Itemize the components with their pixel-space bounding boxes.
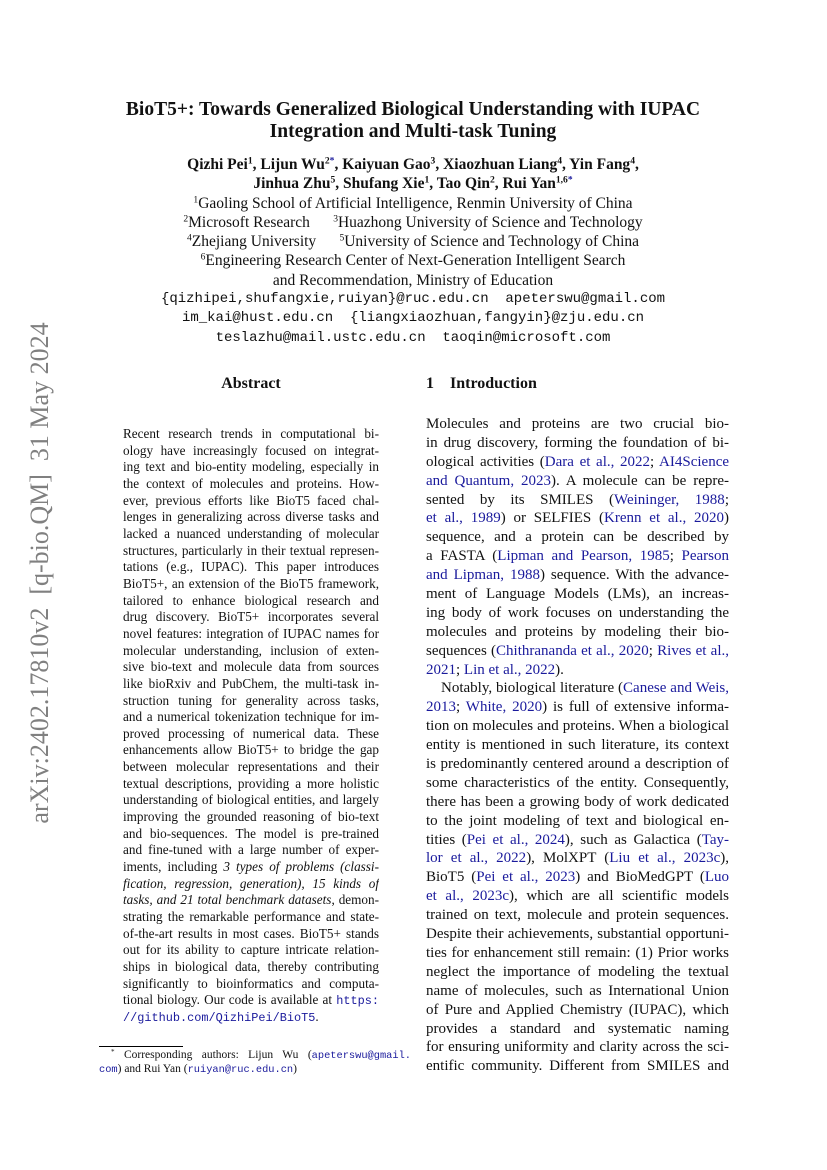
text-span: lacked a nuanced understanding of molecular [123, 525, 379, 541]
text-span: ), which are all scientific models [509, 888, 729, 905]
intro-line [426, 963, 729, 982]
text-span: Molecules and proteins are two crucial bio- [426, 416, 729, 432]
text-span: a FASTA ( [426, 548, 498, 565]
intro-line [426, 736, 729, 755]
url-link[interactable]: ruiyan@ruc.edu.cn [187, 1064, 294, 1076]
superscript-marker: 6 [200, 252, 206, 264]
abstract-line [123, 676, 379, 693]
text-span: sequence, and a protein can be described by [426, 529, 729, 546]
abstract-line [123, 926, 379, 943]
text-span: ) and BioMedGPT ( [575, 869, 705, 886]
abstract-line [123, 709, 379, 726]
superscript-marker: 2 [324, 155, 330, 167]
affiliation-line [97, 232, 729, 251]
text-span: textual descriptions, providing a more holistic [123, 775, 379, 791]
citation-link[interactable]: Lin et al., 2022 [463, 661, 556, 678]
text-span: ) [293, 1063, 297, 1075]
text-span: novel features: integration of IUPAC names for [123, 625, 379, 641]
citation-link[interactable]: 2013 [426, 699, 456, 716]
abstract-line [123, 659, 379, 676]
text-span: BioT5 ( [426, 869, 477, 886]
text-span: improving the grounded reasoning of bio-text [123, 809, 379, 825]
text-span: Huazhong University of Science and Technology [337, 213, 643, 231]
arxiv-identifier-stamp: arXiv:2402.17810v2 [q-bio.QM] 31 May 2024 [25, 322, 54, 824]
footnote [99, 1048, 411, 1076]
text-span: ; [724, 491, 729, 508]
affiliation-line [97, 213, 729, 232]
text-span: Engineering Research Center of Next-Generation Intelligent Search [205, 252, 626, 270]
intro-line [426, 585, 729, 604]
italic-text: 3 types of problems (classi- [223, 859, 379, 875]
text-span: and bio-sequences. The model is pre-trained [123, 825, 379, 841]
abstract-line [123, 992, 379, 1009]
citation-link[interactable]: Pearson [681, 548, 729, 565]
superscript-marker: 5 [330, 175, 336, 187]
intro-line [426, 812, 729, 831]
text-span: ). A molecule can be repre- [550, 472, 729, 489]
text-span: Gaoling School of Artificial Intelligence, Renmin University of China [198, 194, 633, 212]
text-span: structures, particularly in their textual represen- [123, 542, 379, 558]
abstract-line [123, 776, 379, 793]
citation-link[interactable]: White, 2020 [465, 699, 543, 716]
citation-link[interactable]: and Lipman, 1988 [426, 567, 540, 584]
intro-line [426, 661, 729, 680]
superscript-marker: 1 [193, 194, 199, 206]
citation-link[interactable]: et al., 1989 [426, 510, 501, 527]
abstract-line [123, 543, 379, 560]
footnote-marker-link[interactable]: * [567, 175, 573, 187]
text-span: enhancements allow BioT5+ to bridge the gap [123, 742, 379, 758]
abstract-line [123, 509, 379, 526]
intro-line [426, 982, 729, 1001]
citation-link[interactable]: Lipman and Pearson, 1985 [497, 548, 670, 565]
text-span: ties for enhancement still remain: (1) Prior works [426, 944, 729, 961]
paper-title [97, 99, 729, 143]
text-span: trained on text, molecule and protein sequences. [426, 907, 729, 924]
abstract-line [123, 842, 379, 859]
citation-link[interactable]: and Quantum, 2023 [426, 472, 551, 489]
text-span: tations (e.g., IUPAC). This paper introduces [123, 559, 379, 575]
url-link[interactable]: apeterswu@gmail. [311, 1050, 411, 1062]
introduction-body [426, 415, 729, 1076]
text-span: ; [456, 661, 464, 678]
text-span: the context of molecules and proteins. How- [123, 475, 379, 491]
text-span: sented by its SMILES ( [426, 491, 615, 508]
text-span: like bioRxiv and PubChem, the multi-task in- [123, 675, 379, 691]
text-span: Corresponding authors: Lijun Wu ( [114, 1049, 312, 1061]
text-span: , Xiaozhuan Liang [435, 156, 558, 173]
intro-line [426, 831, 729, 850]
intro-line [426, 793, 729, 812]
citation-link[interactable]: Rives et al., [657, 642, 729, 659]
intro-line [426, 1057, 729, 1076]
text-span: ology have increasingly focused on integrat- [123, 442, 379, 458]
abstract-line [123, 876, 379, 893]
text-span: is predominantly centered around a description of [426, 756, 729, 773]
email-line[interactable]: im_kai@hust.edu.cn {liangxiaozhuan,fangyin}@zju.edu.cn [181, 310, 645, 327]
author-line [97, 174, 729, 193]
abstract-line [123, 792, 379, 809]
text-span: some characteristics of the entity. Consequently, [426, 774, 729, 791]
abstract-line [123, 826, 379, 843]
footnote-rule [99, 1046, 183, 1047]
citation-link[interactable]: Pei et al., 2024 [466, 831, 565, 848]
text-span: out for its ability to capture intricate relation- [123, 942, 379, 958]
abstract-line [123, 643, 379, 660]
affiliation-line [97, 194, 729, 213]
email-line[interactable]: {qizhipei,shufangxie,ruiyan}@ruc.edu.cn apeterswu@gmail.com [160, 291, 666, 308]
intro-line [426, 679, 729, 698]
text-span: strating the remarkable performance and state- [123, 909, 379, 925]
text-span: and a numerical tokenization technique for im- [123, 709, 379, 725]
abstract-line [123, 726, 379, 743]
text-span: ships in biological data, thereby contributing [123, 959, 379, 974]
intro-line [426, 528, 729, 547]
text-span: Notably, biological literature ( [441, 680, 624, 697]
intro-line [426, 604, 729, 623]
title-line: Integration and Multi-task Tuning [269, 121, 557, 142]
affiliation-line [97, 271, 729, 290]
text-span: , [634, 156, 639, 173]
text-span: , demon- [331, 892, 379, 908]
text-span: of-the-art results in most cases. BioT5+ stands [123, 925, 379, 941]
text-span: ological activities ( [426, 453, 545, 470]
text-span: molecules and proteins by modeling their bio- [426, 623, 729, 640]
text-span: ing text and bio-entity modeling, especially in [123, 459, 379, 475]
abstract-line [123, 426, 379, 443]
intro-line [426, 906, 729, 925]
text-span: name of molecules, such as International Union [426, 982, 729, 999]
text-span: ) is full of extensive informa- [542, 699, 729, 716]
text-span: iments, including [123, 859, 224, 875]
footnote-line [99, 1062, 411, 1076]
abstract-line [123, 976, 379, 993]
intro-line [426, 717, 729, 736]
citation-link[interactable]: AI4Science [659, 453, 729, 470]
text-span: significantly to bioinformatics and computa- [123, 975, 379, 991]
citation-link[interactable]: Pei et al., 2023 [476, 869, 576, 886]
text-span: of Pure and Applied Chemistry (IUPAC), which [426, 1001, 729, 1018]
affiliation-line [97, 251, 729, 270]
text-span: neglect the importance of modeling the textual [426, 963, 729, 980]
citation-link[interactable]: Liu et al., 2023c [609, 850, 721, 867]
text-span: struction tuning for generality across tasks, [123, 692, 379, 708]
intro-line [426, 642, 729, 661]
text-span: in drug discovery, forming the foundation of bi- [426, 434, 729, 451]
text-span: ) [724, 510, 729, 527]
text-span: ) or SELFIES ( [500, 510, 605, 527]
author-line [97, 155, 729, 174]
footnote-line [99, 1048, 411, 1062]
text-span: ) sequence. With the advance- [539, 567, 729, 584]
abstract-line [123, 959, 379, 976]
abstract-line [123, 476, 379, 493]
text-span: tailored to enhance biological research and [123, 592, 379, 608]
footnote-marker-link[interactable]: * [329, 155, 335, 167]
intro-line [426, 434, 729, 453]
text-span: lenges in generalizing across diverse tasks and [123, 509, 379, 525]
text-span: Jinhua Zhu [253, 175, 331, 193]
abstract-line [123, 909, 379, 926]
text-span: for ensuring uniformity and clarity across the sci- [426, 1039, 729, 1056]
citation-link[interactable]: Luo [704, 869, 729, 886]
abstract-line [123, 526, 379, 543]
email-line[interactable]: teslazhu@mail.ustc.edu.cn taoqin@microsoft.com [215, 329, 611, 346]
citation-link[interactable]: Krenn et al., 2020 [604, 510, 724, 527]
text-span: Despite their achievements, substantial opportuni- [426, 926, 729, 943]
text-span: molecular understanding, inclusion of exten- [123, 642, 379, 658]
text-span: , Yin Fang [562, 156, 631, 173]
abstract-line [123, 626, 379, 643]
abstract-line [123, 559, 379, 576]
text-span: tional biology. Our code is available at [123, 992, 337, 1008]
superscript-marker: 3 [430, 155, 436, 167]
text-span: , Shufang Xie [335, 175, 425, 193]
citation-link[interactable]: et al., 2023c [426, 888, 510, 905]
citation-link[interactable]: 2021 [426, 661, 456, 678]
text-span: provides a standard and systematic naming [426, 1020, 729, 1037]
citation-link[interactable]: Chithrananda et al., 2020 [496, 642, 649, 659]
intro-line [426, 1001, 729, 1020]
superscript-marker: 4 [630, 155, 635, 167]
text-span: ; [669, 548, 682, 565]
abstract-line [123, 493, 379, 510]
text-span: Recent research trends in computational bi- [123, 426, 379, 441]
text-span: ) and Rui Yan ( [117, 1063, 188, 1075]
citation-link[interactable]: Dara et al., 2022 [544, 453, 651, 470]
superscript-marker: 2 [183, 213, 189, 225]
superscript-marker: 3 [333, 213, 338, 225]
text-span: ; [456, 699, 466, 716]
text-span: ; [648, 642, 658, 659]
intro-line [426, 944, 729, 963]
abstract-line [123, 459, 379, 476]
intro-line [426, 509, 729, 528]
text-span: between molecular representations and their [123, 759, 379, 775]
text-span: , Lijun Wu [252, 156, 325, 173]
superscript-marker: 4 [557, 155, 562, 167]
text-span: entity is mentioned in such literature, its context [426, 737, 729, 754]
text-span: . [315, 1008, 319, 1024]
text-span: ). [555, 661, 564, 678]
front-matter [97, 155, 729, 348]
intro-line [426, 849, 729, 868]
abstract-line [123, 892, 379, 909]
superscript-marker: 5 [339, 232, 345, 244]
text-span: proved processing of numerical data. These [123, 725, 379, 741]
text-span: ; [650, 453, 660, 470]
text-span: and fine-tuned with a large number of exper- [123, 842, 379, 858]
abstract-line [123, 809, 379, 826]
superscript-marker: 1,6 [555, 175, 568, 187]
text-span: sequences ( [426, 642, 497, 659]
text-span: drug discovery. BioT5+ incorporates several [123, 609, 379, 625]
intro-line [426, 774, 729, 793]
intro-line [426, 698, 729, 717]
title-line: BioT5+: Towards Generalized Biological Understanding with IUPAC [125, 99, 701, 120]
abstract-line [123, 693, 379, 710]
url-link[interactable]: //github.com/QizhiPei/BioT5 [123, 1010, 316, 1025]
superscript-marker: 1 [424, 175, 430, 187]
abstract-line [123, 443, 379, 460]
text-span: , Rui Yan [494, 175, 556, 193]
text-span: and Recommendation, Ministry of Education [272, 271, 554, 289]
superscript-marker: 2 [490, 175, 495, 187]
intro-line [426, 1020, 729, 1039]
abstract-line [123, 742, 379, 759]
abstract-line [123, 609, 379, 626]
abstract-line [123, 593, 379, 610]
intro-line [426, 415, 729, 434]
text-span: tion on molecules and proteins. When a biological [426, 718, 729, 735]
intro-line [426, 623, 729, 642]
intro-line [426, 491, 729, 510]
abstract-line [123, 1009, 379, 1026]
superscript-marker: 1 [247, 155, 253, 167]
text-span: University of Science and Technology of China [344, 233, 640, 251]
email-list [97, 290, 729, 348]
italic-text: tasks, and 21 total benchmark datasets [123, 892, 332, 908]
url-link[interactable]: https: [336, 994, 379, 1009]
text-span: to the joint modeling of text and biological en- [426, 812, 729, 829]
text-span: sive bio-text and molecule data from sources [123, 659, 379, 675]
intro-line [426, 755, 729, 774]
abstract-line [123, 942, 379, 959]
affiliation-list [97, 194, 729, 290]
text-span: Microsoft Research [188, 213, 334, 231]
intro-line [426, 547, 729, 566]
text-span: entific community. Different from SMILES and [426, 1058, 729, 1075]
text-span: ), [720, 850, 729, 867]
text-span: , Tao Qin [429, 175, 490, 193]
text-span: tities ( [426, 831, 467, 848]
citation-link[interactable]: Tay- [701, 831, 729, 848]
text-span: ), such as Galactica ( [564, 831, 702, 848]
superscript-marker: * [111, 1048, 115, 1057]
text-span: Qizhi Pei [187, 156, 248, 173]
intro-line [426, 887, 729, 906]
introduction-heading: 1 Introduction [426, 375, 537, 392]
url-link[interactable]: com [99, 1064, 118, 1076]
intro-line [426, 925, 729, 944]
text-span: ing body of work focuses on understanding the [426, 604, 729, 621]
text-span: ), MolXPT ( [526, 850, 610, 867]
superscript-marker: 4 [186, 232, 192, 244]
citation-link[interactable]: lor et al., 2022 [426, 850, 527, 867]
text-span: understanding of biological entities, and largely [123, 792, 379, 808]
intro-line [426, 868, 729, 887]
text-span: ever, previous efforts like BioT5 faced chal- [123, 492, 379, 508]
intro-line [426, 472, 729, 491]
author-list [97, 155, 729, 194]
text-span: there has been a growing body of work dedicated [426, 793, 729, 810]
abstract-body [123, 426, 379, 1026]
text-span: , Kaiyuan Gao [334, 156, 431, 173]
intro-line [426, 566, 729, 585]
abstract-heading: Abstract [221, 375, 281, 392]
text-span: Zhejiang University [191, 233, 340, 251]
italic-text: fication, regression, generation), 15 kinds of [123, 875, 379, 891]
citation-link[interactable]: Weininger, 1988 [614, 491, 725, 508]
abstract-line [123, 759, 379, 776]
text-span: BioT5+, an extension of the BioT5 framework, [123, 575, 379, 591]
intro-line [426, 1038, 729, 1057]
text-span: ment of Language Models (LMs), an increas- [426, 586, 729, 603]
abstract-line [123, 859, 379, 876]
citation-link[interactable]: Canese and Weis, [623, 680, 729, 697]
abstract-line [123, 576, 379, 593]
intro-line [426, 453, 729, 472]
